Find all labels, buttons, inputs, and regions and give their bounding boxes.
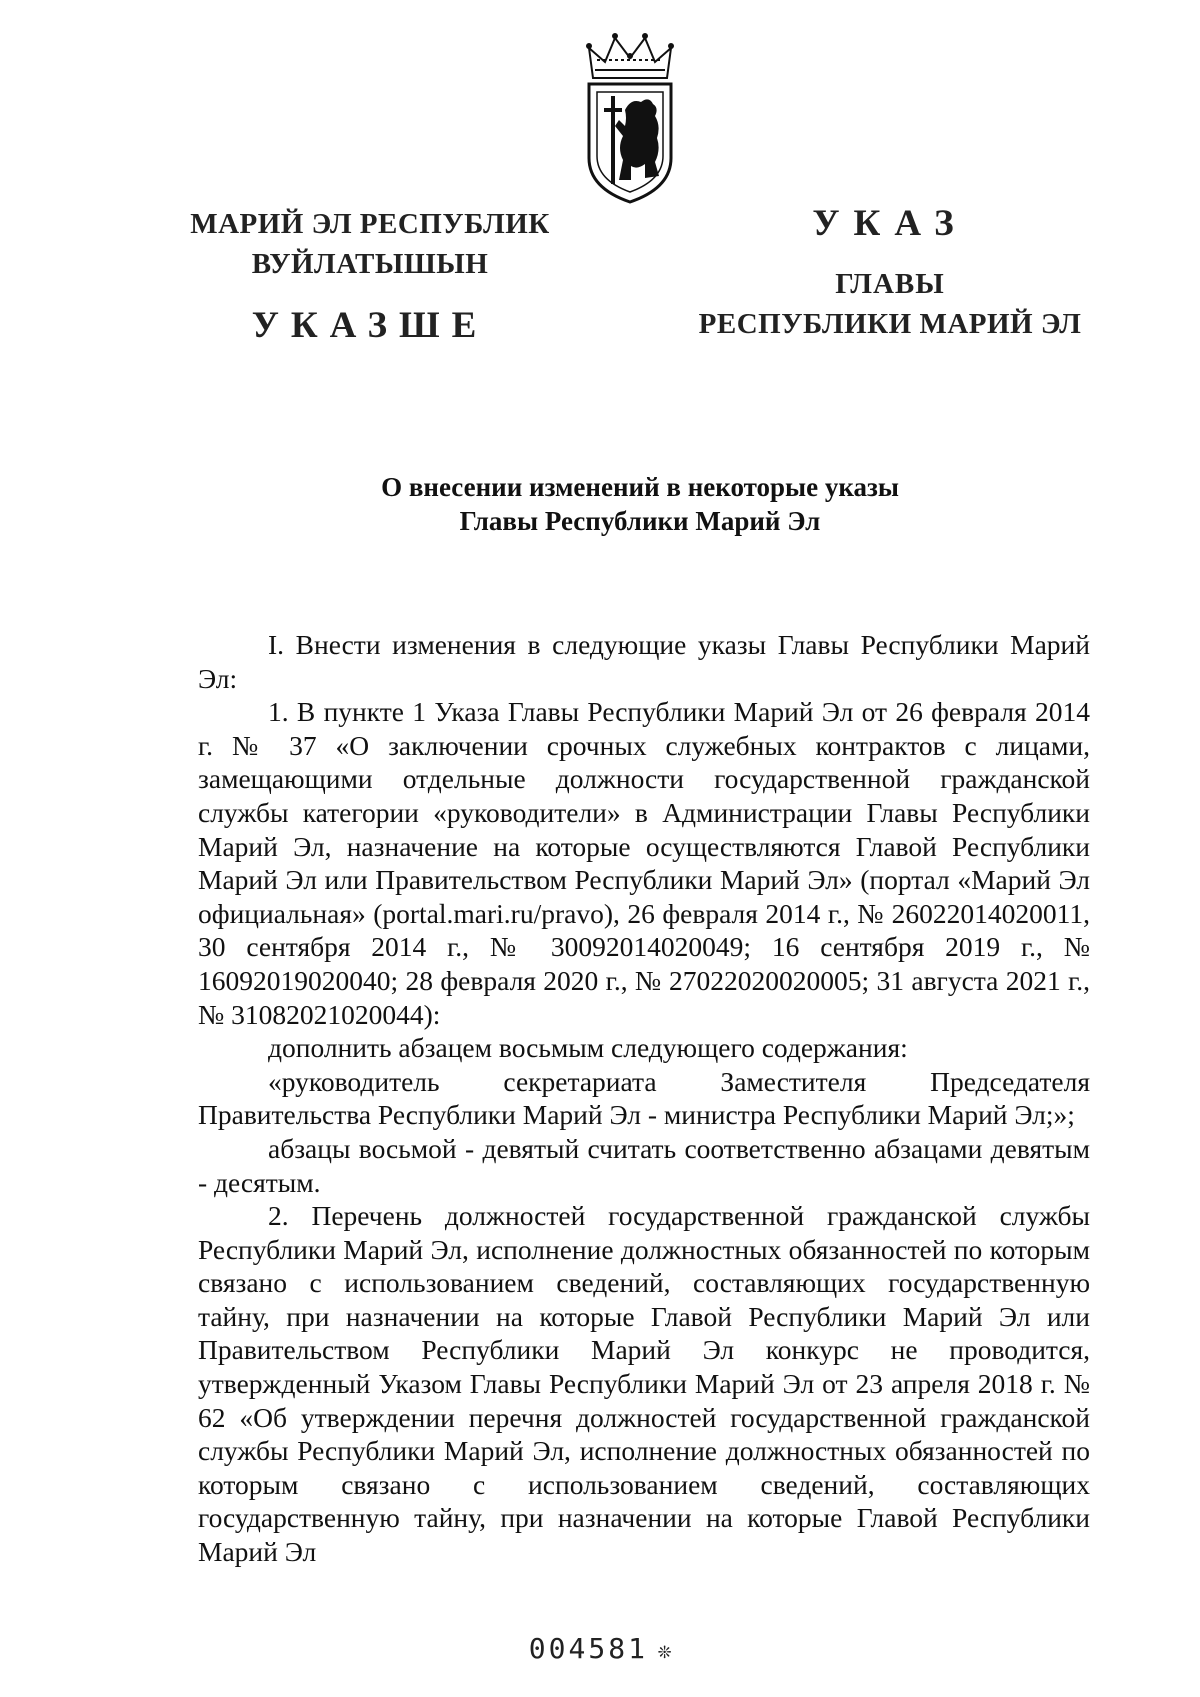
paragraph-2: 1. В пункте 1 Указа Главы Республики Марий Эл от 26 февраля 2014 г. № 37 «О заключении срочных служебных контрактов с лицами, замещающими отдельные должности государственной гражданской службы категории «руководители» в Администрации Главы Республики Марий Эл, назначение на которые осуществляются Главой Республики Марий Эл или Правительством Республики Марий Эл» (портал «Марий Эл официальная» (portal.mari.ru/pravo), 26 февраля 2014 г., № 26022014020011, 30 сентября 2014 г., № 30092014020049; 16 сентября 2019 г., № 16092019020040; 28 февраля 2020 г., № 27022020020005; 31 августа 2021 г., № 31082021020044): bbox=[198, 696, 1090, 1030]
header-right-line1: УКАЗ bbox=[812, 203, 968, 244]
serial-number bbox=[0, 1632, 1200, 1665]
header-right-line2: ГЛАВЫ bbox=[835, 268, 945, 300]
title-line1: О внесении изменений в некоторые указы bbox=[381, 472, 899, 502]
document-title bbox=[200, 470, 1080, 538]
title-line2: Главы Республики Марий Эл bbox=[459, 506, 821, 536]
header-left-line1: МАРИЙ ЭЛ РЕСПУБЛИК bbox=[190, 208, 550, 240]
header-left-line3: УКАЗШЕ bbox=[251, 305, 489, 346]
paragraph-6: 2. Перечень должностей государственной гражданской службы Республики Марий Эл, исполнение должностных обязанностей по которым связано с использованием сведений, составляющих государственную тайну, при назначении на которые Главой Республики Марий Эл или Правительством Республики Марий Эл конкурс не проводится, утвержденный Указом Главы Республики Марий Эл от 23 апреля 2018 г. № 62 «Об утверждении перечня должностей государственной гражданской службы Республики Марий Эл, исполнение должностных обязанностей по которым связано с использованием сведений, составляющих государственную тайну, при назначении на которые Главой Республики Марий Эл bbox=[198, 1200, 1090, 1568]
paragraph-1: I. Внести изменения в следующие указы Главы Республики Марий Эл: bbox=[198, 629, 1090, 694]
header-right-line3: РЕСПУБЛИКИ МАРИЙ ЭЛ bbox=[698, 308, 1082, 340]
paragraph-3: дополнить абзацем восьмым следующего содержания: bbox=[268, 1032, 908, 1064]
paragraph-5: абзацы восьмой - девятый считать соответственно абзацами девятым - десятым. bbox=[198, 1132, 1090, 1198]
serial-mark-icon: ❊ bbox=[657, 1639, 672, 1664]
paragraph-4: «руководитель секретариата Заместителя Председателя Правительства Республики Марий Эл - министра Республики Марий Эл;»; bbox=[198, 1065, 1090, 1131]
header-left-line2: ВУЙЛАТЫШЫН bbox=[251, 248, 489, 280]
document-body bbox=[198, 628, 1090, 1569]
serial-number-value: 004581 bbox=[528, 1632, 648, 1665]
coat-of-arms-bear-icon bbox=[575, 30, 685, 205]
